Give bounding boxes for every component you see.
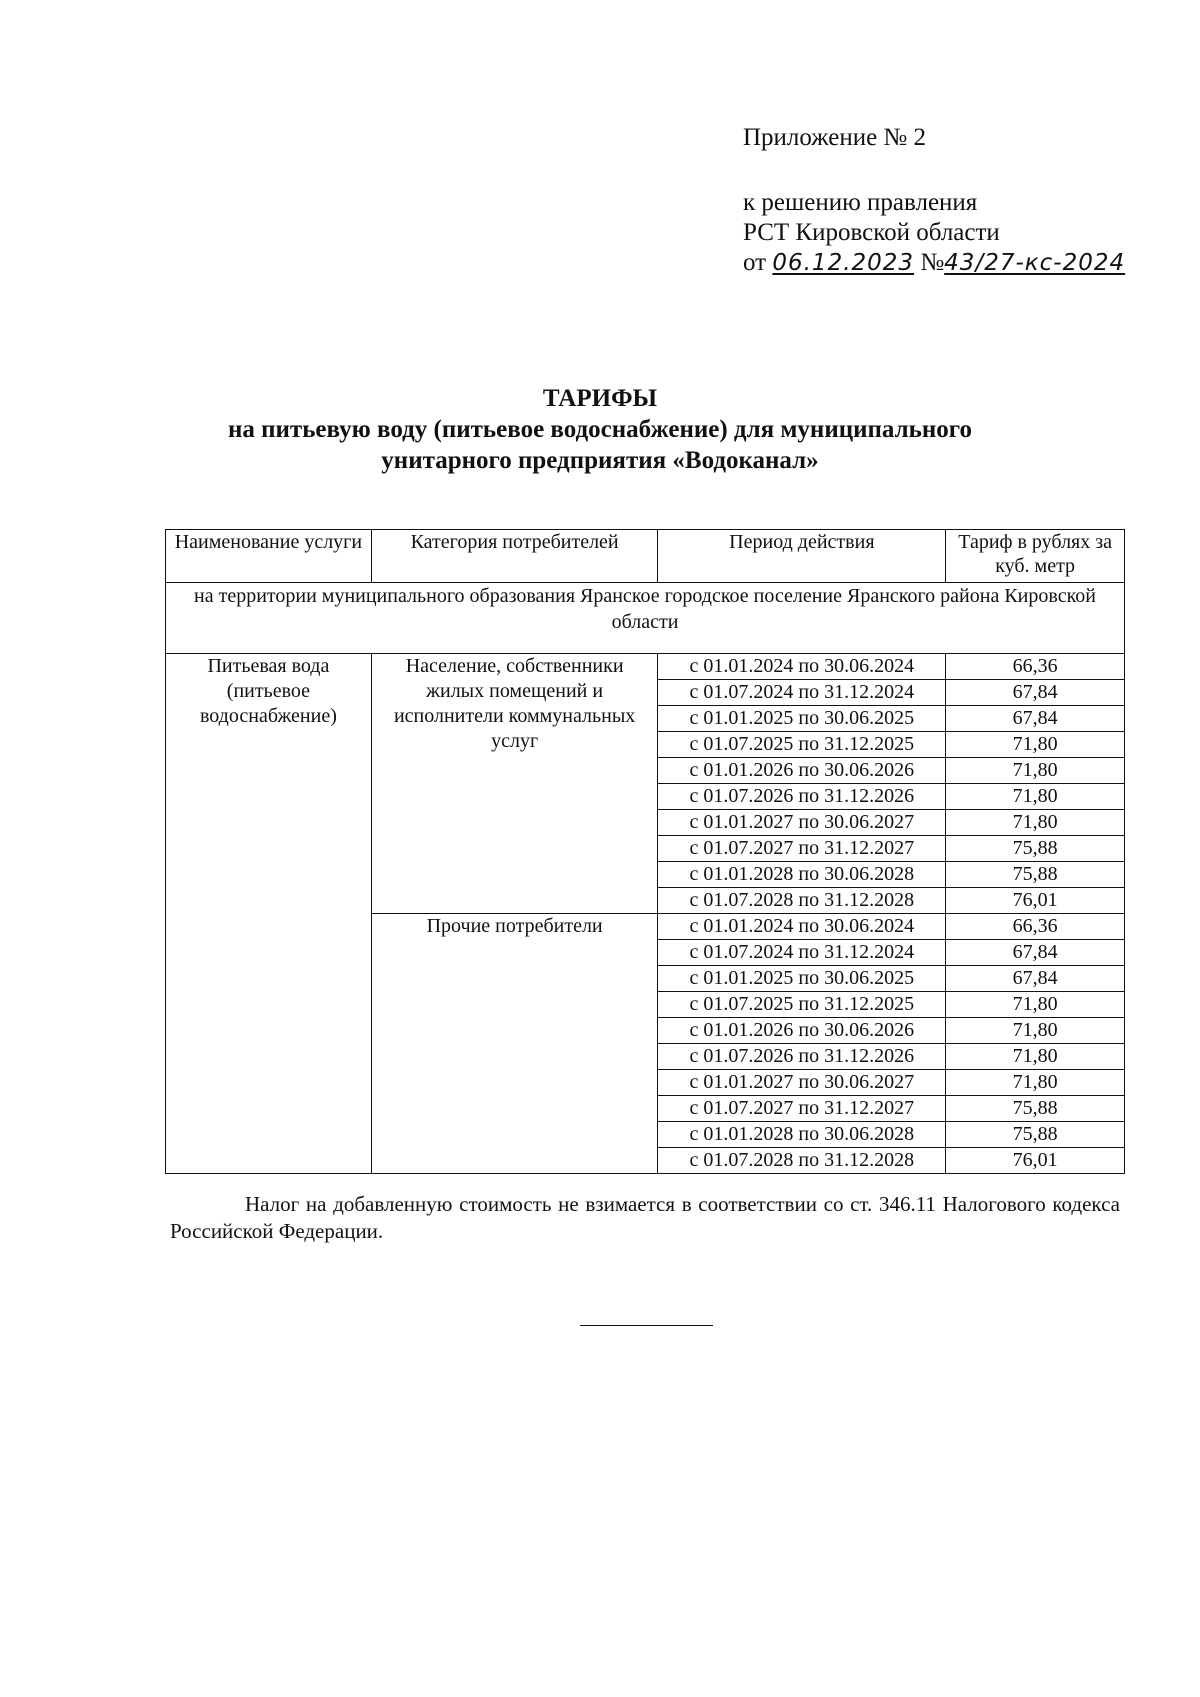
column-header-service: Наименование услуги (166, 530, 372, 583)
period-cell: с 01.07.2027 по 31.12.2027 (658, 836, 946, 862)
table-header-row (166, 530, 1125, 583)
period-cell: с 01.07.2028 по 31.12.2028 (658, 888, 946, 914)
period-cell: с 01.01.2027 по 30.06.2027 (658, 1070, 946, 1096)
region-row (166, 583, 1125, 654)
rate-cell: 71,80 (946, 1018, 1125, 1044)
period-cell: с 01.07.2025 по 31.12.2025 (658, 732, 946, 758)
column-header-rate: Тариф в рублях за куб. метр (946, 530, 1125, 583)
column-header-period: Период действия (658, 530, 946, 583)
period-cell: с 01.01.2024 по 30.06.2024 (658, 914, 946, 940)
rate-cell: 67,84 (946, 706, 1125, 732)
period-cell: с 01.01.2025 по 30.06.2025 (658, 966, 946, 992)
rate-cell: 76,01 (946, 1148, 1125, 1174)
rate-cell: 71,80 (946, 992, 1125, 1018)
period-cell: с 01.01.2026 по 30.06.2026 (658, 758, 946, 784)
period-cell: с 01.07.2027 по 31.12.2027 (658, 1096, 946, 1122)
service-cell: Питьевая вода (питьевое водоснабжение) (166, 654, 372, 1174)
table-row (166, 654, 1125, 680)
date-prefix: от (743, 249, 767, 276)
title-main: ТАРИФЫ (542, 385, 658, 412)
period-cell: с 01.07.2026 по 31.12.2026 (658, 784, 946, 810)
rate-cell: 71,80 (946, 732, 1125, 758)
rate-cell: 66,36 (946, 914, 1125, 940)
rate-cell: 71,80 (946, 758, 1125, 784)
rate-cell: 75,88 (946, 1096, 1125, 1122)
category-cell: Население, собственники жилых помещений и исполнители коммунальных услуг (371, 654, 658, 914)
rate-cell: 66,36 (946, 654, 1125, 680)
period-cell: с 01.07.2024 по 31.12.2024 (658, 940, 946, 966)
appendix-header (743, 123, 1125, 278)
category-cell: Прочие потребители (371, 914, 658, 1174)
period-cell: с 01.01.2027 по 30.06.2027 (658, 810, 946, 836)
column-header-category: Категория потребителей (371, 530, 658, 583)
period-cell: с 01.01.2028 по 30.06.2028 (658, 862, 946, 888)
rate-cell: 71,80 (946, 1044, 1125, 1070)
appendix-number: Приложение № 2 (743, 124, 927, 151)
title-line-1: на питьевую воду (питьевое водоснабжение) для муниципального (227, 416, 973, 443)
document-title (0, 383, 1200, 476)
rate-cell: 75,88 (946, 862, 1125, 888)
period-cell: с 01.01.2028 по 30.06.2028 (658, 1122, 946, 1148)
period-cell: с 01.07.2024 по 31.12.2024 (658, 680, 946, 706)
period-cell: с 01.07.2026 по 31.12.2026 (658, 1044, 946, 1070)
rate-cell: 67,84 (946, 966, 1125, 992)
rate-cell: 71,80 (946, 810, 1125, 836)
rate-cell: 76,01 (946, 888, 1125, 914)
period-cell: с 01.01.2026 по 30.06.2026 (658, 1018, 946, 1044)
tariff-table (165, 529, 1125, 1174)
period-cell: с 01.07.2028 по 31.12.2028 (658, 1148, 946, 1174)
tax-note: Налог на добавленную стоимость не взимается в соответствии со ст. 346.11 Налогового кодекса Российской Федерации. (170, 1192, 1120, 1243)
decision-date-line (743, 248, 1125, 278)
period-cell: с 01.07.2025 по 31.12.2025 (658, 992, 946, 1018)
closing-divider (580, 1325, 713, 1326)
region-cell: на территории муниципального образования Яранское городское поселение Яранского района Кировской области (166, 583, 1125, 654)
rate-cell: 71,80 (946, 1070, 1125, 1096)
rate-cell: 75,88 (946, 1122, 1125, 1148)
period-cell: с 01.01.2025 по 30.06.2025 (658, 706, 946, 732)
decision-label: к решению правления (743, 189, 978, 216)
period-cell: с 01.01.2024 по 30.06.2024 (658, 654, 946, 680)
title-line-2: унитарного предприятия «Водоканал» (381, 447, 819, 474)
decision-number: 43/27-кс-2024 (944, 250, 1126, 276)
rate-cell: 75,88 (946, 836, 1125, 862)
authority-name: РСТ Кировской области (743, 219, 1000, 246)
rate-cell: 67,84 (946, 940, 1125, 966)
decision-date: 06.12.2023 (772, 250, 915, 276)
rate-cell: 67,84 (946, 680, 1125, 706)
rate-cell: 71,80 (946, 784, 1125, 810)
number-prefix: № (920, 249, 945, 276)
